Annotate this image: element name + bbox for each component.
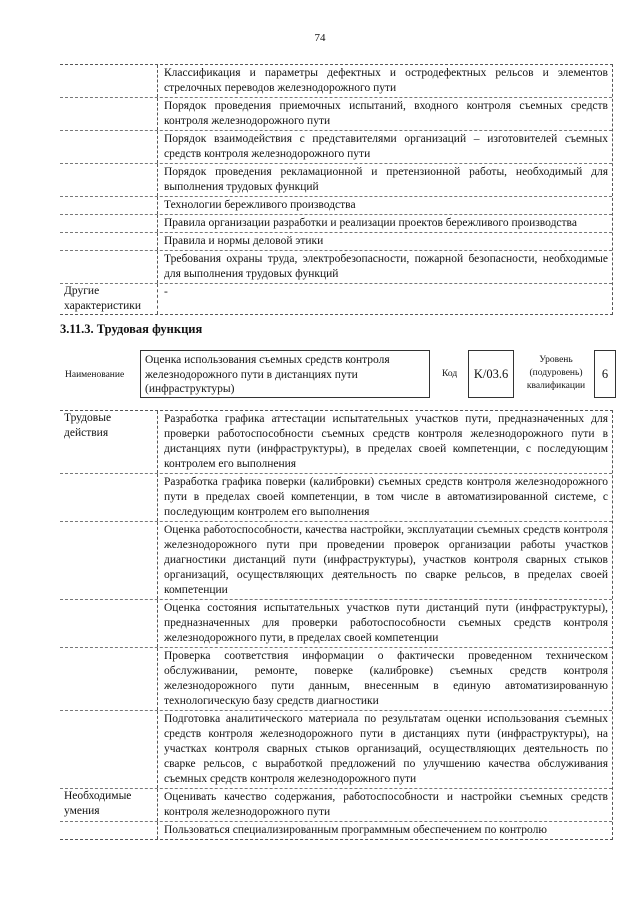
table-row — [60, 196, 612, 214]
table-row — [60, 647, 612, 710]
row-text: Порядок взаимодействия с представителями организаций – изготовителей съемных средств контроля железнодорожного пути — [164, 133, 608, 160]
function-header — [60, 350, 616, 400]
row-text: Порядок проведения рекламационной и претензионной работы, необходимый для выполнения трудовых функций — [164, 166, 608, 193]
code-value-box: K/03.6 — [468, 350, 514, 398]
table-row — [60, 788, 612, 821]
row-text: Оценка работоспособности, качества настройки, эксплуатации съемных средств контроля железнодорожного пути при проведении проверок организации работы участков диагностики дистанций пути (инфраструктуры), участков контроля сварных стыков организаций, осуществляющих деятельность по сварке рельсов, в пределах своей компетенции — [164, 524, 608, 596]
row-text: Порядок проведения приемочных испытаний, входного контроля съемных средств контроля железнодорожного пути — [164, 100, 608, 127]
row-label — [60, 522, 158, 599]
row-text: Разработка графика поверки (калибровки) съемных средств контроля железнодорожного пути в пределах своей компетенции, в том числе в автоматизированной системе, с последующим контролем его выполнения — [164, 476, 608, 518]
row-text: Оценивать качество содержания, работоспособности и настройки съемных средств контроля железнодорожного пути — [164, 791, 608, 818]
row-label — [60, 600, 158, 647]
row-text: Технологии бережливого производства — [164, 199, 356, 211]
row-text: - — [164, 286, 168, 298]
row-text: Подготовка аналитического материала по результатам оценки использования съемных средств контроля железнодорожного пути в дистанциях пути (инфраструктуры), на участках контроля сварных стыков организаций, осуществляющих деятельность по сварке рельсов, с выработкой предложений по улучшению качества обслуживания съемных средств контроля железнодорожного пути — [164, 713, 608, 785]
row-label — [60, 98, 158, 130]
table-row — [60, 65, 612, 97]
row-text: Классификация и параметры дефектных и остродефектных рельсов и элементов стрелочных переводов железнодорожного пути — [164, 67, 608, 94]
row-label — [60, 215, 158, 232]
knowledge-table — [60, 64, 613, 315]
table-row — [60, 283, 612, 314]
row-text: Требования охраны труда, электробезопасности, пожарной безопасности, необходимые для выполнения трудовых функций — [164, 253, 608, 280]
table-row — [60, 599, 612, 647]
table-row — [60, 710, 612, 788]
table-row — [60, 521, 612, 599]
table-row — [60, 821, 612, 839]
table-row — [60, 232, 612, 250]
row-label — [60, 822, 158, 839]
section-title: 3.11.3. Трудовая функция — [60, 322, 203, 336]
level-label: Уровень (подуровень) квалификации — [526, 355, 586, 391]
row-label — [60, 251, 158, 283]
row-label — [60, 65, 158, 97]
row-label — [60, 474, 158, 521]
name-label: Наименование — [65, 370, 125, 380]
row-text: Проверка соответствия информации о фактически проведенном техническом обслуживании, ремонте, поверке (калибровке) съемных средств контроля железнодорожного пути данным, внесенным в единую автоматизированную технологическую базу средств диагностики — [164, 650, 608, 707]
row-label: Необходимые умения — [60, 789, 158, 821]
row-label — [60, 197, 158, 214]
table-row — [60, 130, 612, 163]
actions-table — [60, 410, 613, 840]
name-value-box: Оценка использования съемных средств контроля железнодорожного пути в дистанциях пути (инфраструктуры) — [140, 350, 430, 398]
row-label — [60, 648, 158, 710]
row-label — [60, 164, 158, 196]
row-text: Правила организации разработки и реализации проектов бережливого производства — [164, 217, 577, 229]
table-row — [60, 250, 612, 283]
row-text: Пользоваться специализированным программным обеспечением по контролю — [164, 824, 547, 836]
level-value-box: 6 — [594, 350, 616, 398]
row-label: Другие характеристики — [60, 284, 158, 314]
code-label: Код — [442, 369, 458, 379]
table-row — [60, 163, 612, 196]
table-row — [60, 214, 612, 232]
table-row — [60, 411, 612, 473]
row-text: Разработка графика аттестации испытательных участков пути, предназначенных для проверки работоспособности съемных средств контроля железнодорожного пути в дистанциях пути (инфраструктуры), в пределах своей компетенции, с последующим контролем его выполнения — [164, 413, 608, 470]
table-row — [60, 473, 612, 521]
row-label — [60, 233, 158, 250]
page-number: 74 — [314, 32, 326, 44]
row-label — [60, 131, 158, 163]
row-label: Трудовые действия — [60, 411, 158, 473]
row-text: Правила и нормы деловой этики — [164, 235, 324, 247]
row-text: Оценка состояния испытательных участков пути дистанций пути (инфраструктуры), предназначенных для проверки работоспособности съемных средств контроля железнодорожного пути, в пределах своей компетенции — [164, 602, 608, 644]
table-row — [60, 97, 612, 130]
row-label — [60, 711, 158, 788]
